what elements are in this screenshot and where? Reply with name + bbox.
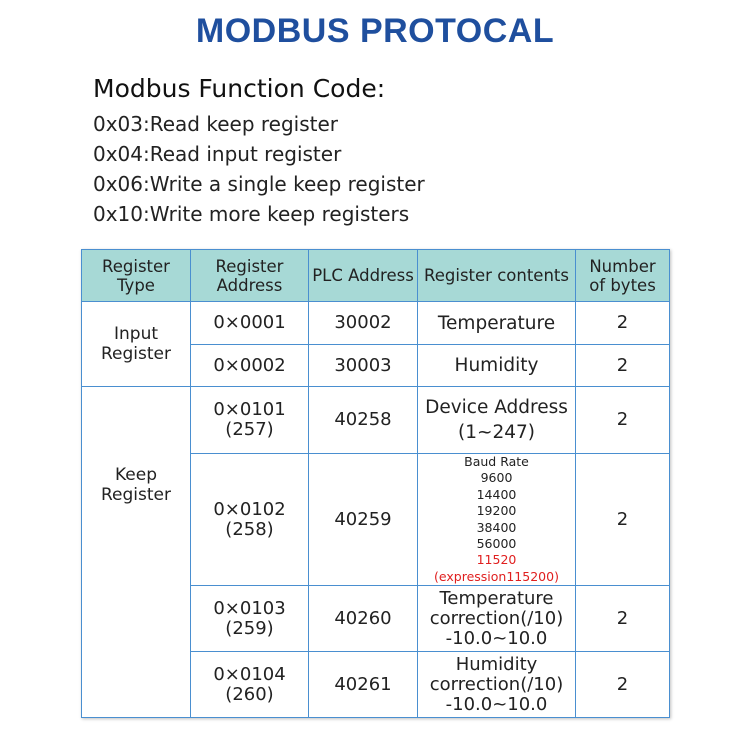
register-address-cell: 0×0002 xyxy=(191,345,309,387)
function-code-item: 0x03:Read keep register xyxy=(93,112,339,136)
header-register-address: Register Address xyxy=(191,250,309,302)
register-address-cell: 0×0103 (259) xyxy=(191,586,309,652)
register-contents-cell: Device Address (1~247) xyxy=(418,387,576,454)
plc-address-cell: 40260 xyxy=(309,586,418,652)
register-contents-cell: Humidity correction(/10) -10.0~10.0 xyxy=(418,652,576,718)
header-register-contents: Register contents xyxy=(418,250,576,302)
bytes-cell: 2 xyxy=(576,345,670,387)
table-header-row xyxy=(82,250,670,302)
function-code-heading: Modbus Function Code: xyxy=(93,74,386,103)
register-contents-cell: Temperature xyxy=(418,302,576,345)
register-address-cell: 0×0102 (258) xyxy=(191,454,309,586)
baud-rate-title: Baud Rate xyxy=(464,454,529,469)
function-code-item: 0x04:Read input register xyxy=(93,142,342,166)
bytes-cell: 2 xyxy=(576,302,670,345)
function-code-item: 0x10:Write more keep registers xyxy=(93,202,410,226)
baud-rate-value: 14400 xyxy=(476,486,517,502)
register-table xyxy=(81,249,670,718)
group-keep-register: Keep Register xyxy=(82,387,191,718)
header-register-type: Register Type xyxy=(82,250,191,302)
baud-rate-value: 38400 xyxy=(476,519,517,535)
function-code-item: 0x06:Write a single keep register xyxy=(93,172,425,196)
register-address-cell: 0×0101 (257) xyxy=(191,387,309,454)
table-row xyxy=(82,387,670,454)
plc-address-cell: 30003 xyxy=(309,345,418,387)
group-input-register: Input Register xyxy=(82,302,191,387)
register-table-wrapper xyxy=(81,249,669,715)
register-contents-cell: Humidity xyxy=(418,345,576,387)
table-row xyxy=(82,302,670,345)
plc-address-cell: 40261 xyxy=(309,652,418,718)
register-address-cell: 0×0001 xyxy=(191,302,309,345)
header-number-of-bytes: Number of bytes xyxy=(576,250,670,302)
bytes-cell: 2 xyxy=(576,586,670,652)
plc-address-cell: 40259 xyxy=(309,454,418,586)
baud-rate-cell xyxy=(418,454,576,586)
register-address-cell: 0×0104 (260) xyxy=(191,652,309,718)
plc-address-cell: 30002 xyxy=(309,302,418,345)
header-plc-address: PLC Address xyxy=(309,250,418,302)
baud-rate-value: 19200 xyxy=(476,503,517,519)
function-code-list xyxy=(93,110,425,230)
bytes-cell: 2 xyxy=(576,387,670,454)
register-contents-cell: Temperature correction(/10) -10.0~10.0 xyxy=(418,586,576,652)
page-title: MODBUS PROTOCAL xyxy=(195,12,555,50)
plc-address-cell: 40258 xyxy=(309,387,418,454)
baud-rate-value: 9600 xyxy=(480,470,513,486)
baud-rate-highlight-note: (expression115200) xyxy=(434,568,559,584)
bytes-cell: 2 xyxy=(576,454,670,586)
baud-rate-value: 56000 xyxy=(476,536,517,552)
bytes-cell: 2 xyxy=(576,652,670,718)
baud-rate-highlight: 11520 xyxy=(476,552,517,568)
